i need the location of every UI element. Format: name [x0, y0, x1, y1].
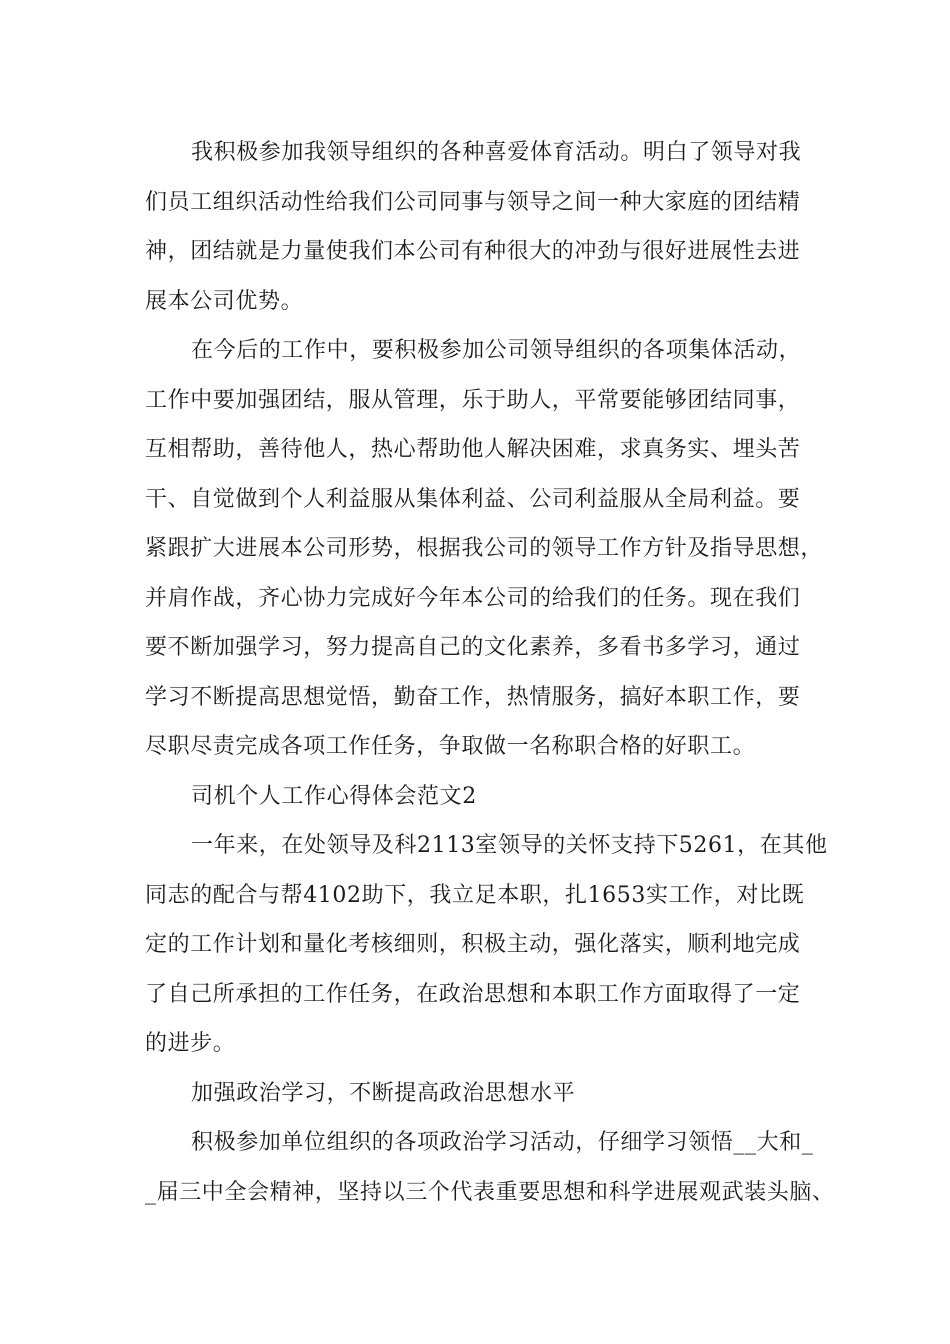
text-line: 干、自觉做到个人利益服从集体利益、公司利益服从全局利益。要	[145, 486, 801, 512]
text-line: 工作中要加强团结，服从管理，乐于助人，平常要能够团结同事，	[145, 387, 801, 413]
text-line: 同志的配合与帮4102助下，我立足本职，扎1653实工作，对比既	[145, 882, 805, 908]
section-heading-sample-2	[145, 772, 825, 822]
text-line: _届三中全会精神，坚持以三个代表重要思想和科学进展观武装头脑、	[145, 1179, 835, 1205]
paragraph-future-work	[145, 326, 825, 772]
text-line: 紧跟扩大进展本公司形势，根据我公司的领导工作方针及指导思想，	[145, 536, 824, 561]
text-line: 积极参加单位组织的各项政治学习活动，仔细学习领悟__大和_	[191, 1130, 814, 1155]
text-line: 加强政治学习，不断提高政治思想水平	[191, 1080, 576, 1106]
text-line: 在今后的工作中，要积极参加公司领导组织的各项集体活动，	[191, 338, 802, 363]
text-line: 互相帮助，善待他人，热心帮助他人解决困难，求真务实、埋头苦	[145, 437, 801, 462]
text-line: 我积极参加我领导组织的各种喜爱体育活动。明白了领导对我	[191, 140, 802, 165]
text-line: 了自己所承担的工作任务，在政治思想和本职工作方面取得了一定	[145, 981, 801, 1007]
text-line: 展本公司优势。	[145, 288, 304, 314]
text-line: 司机个人工作心得体会范文2	[191, 783, 477, 809]
text-line: 神，团结就是力量使我们本公司有种很大的冲劲与很好进展性去进	[145, 239, 801, 264]
section-heading-political-study	[145, 1069, 825, 1119]
text-line: 要不断加强学习，努力提高自己的文化素养，多看书多学习，通过	[145, 635, 801, 660]
paragraph-sports-activities	[145, 128, 825, 326]
paragraph-year-summary	[145, 821, 828, 1069]
text-line: 定的工作计划和量化考核细则，积极主动，强化落实，顺利地完成	[145, 932, 801, 957]
text-line: 们员工组织活动性给我们公司同事与领导之间一种大家庭的团结精	[145, 189, 801, 215]
text-line: 的进步。	[145, 1031, 236, 1056]
text-line: 并肩作战，齐心协力完成好今年本公司的给我们的任务。现在我们	[145, 585, 801, 611]
paragraph-political-study	[145, 1118, 835, 1217]
text-line: 尽职尽责完成各项工作任务，争取做一名称职合格的好职工。	[145, 734, 756, 759]
document-body	[145, 128, 835, 1217]
text-line: 学习不断提高思想觉悟，勤奋工作，热情服务，搞好本职工作，要	[145, 684, 801, 710]
text-line: 一年来，在处领导及科2113室领导的关怀支持下5261，在其他	[191, 833, 828, 858]
